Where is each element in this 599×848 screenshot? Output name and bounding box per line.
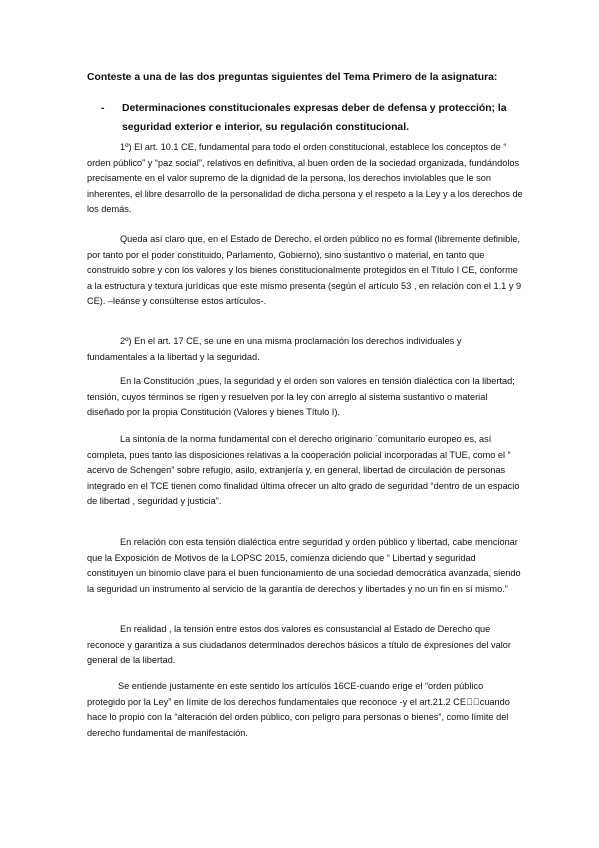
paragraph-2: Queda así claro que, en el Estado de Derecho, el orden público no es formal (libremente definible, por tanto por el poder constituido, Parlamento, Gobierno), sino sustantivo o material, en tanto que construido sobre y con los valores y los bienes constitucionalmente protegidos en el Título I CE, conforme a la estructura y textura jurídicas que este mismo presenta (según el artículo 53 , en relación con el 1.1 y 9 CE). –leánse y consúltense estos artículos-. — [87, 234, 522, 306]
paragraph-6: En relación con esta tensión dialéctica entre seguridad y orden público y libertad, cabe mencionar que la Exposición de Motivos de la LOPSC 2015, comienza diciendo que “ Libertad y seguridad constituyen un binomio clave para el buen funcionamiento de una sociedad democrática avanzada, siendo la seguridad un instrumento al servicio de la garantía de derechos y libertades y no un fin en sí mismo.” — [87, 537, 521, 594]
paragraph-3: 2º) En el art. 17 CE, se une en una misma proclamación los derechos individuales y fundamentales a la libertad y la seguridad. — [87, 336, 462, 362]
paragraph-8: Se entiende justamente en este sentido los artículos 16CE-cuando erige el “orden público protegido por la Ley” en límite de los derechos fundamentales que reconoce -y el art.21.2 CE  cuando hace lo propio con la “alteración del orden público, con peligro para personas o bienes”, como límite del derecho fundamental de manifestación. — [87, 681, 510, 738]
document-heading: Conteste a una de las dos preguntas siguientes del Tema Primero de la asignatura: — [87, 72, 498, 83]
topic-title: Determinaciones constitucionales expresas deber de defensa y protección; la seguridad exterior e interior, su regulación constitucional. — [122, 103, 507, 133]
bullet-marker: - — [101, 103, 105, 114]
paragraph-1: 1º) El art. 10.1 CE, fundamental para todo el orden constitucional, establece los conceptos de “ orden público” y “paz social”, relativos en definitiva, al buen orden de la sociedad organizada, fundándolos precisamente en el valor supremo de la dignidad de la persona, los derechos inviolables que le son inherentes, el libre desarrollo de la personalidad de dicha persona y el respeto a la Ley y a los derechos de los demás. — [87, 142, 523, 214]
paragraph-5: La sintonía de la norma fundamental con el derecho originario `comunitario europeo es, así completa, pues tanto las disposiciones relativas a la cooperación policial incorporadas al TUE, como el “ acervo de Schengen” sobre refugio, asilo, extranjería y, en general, libertad de circulación de personas integrado en el TCE tienen como finalidad última ofrecer un alto grado de seguridad “dentro de un espacio de libertad , seguridad y justicia”. — [87, 434, 520, 506]
paragraph-7: En realidad , la tensión entre estos dos valores es consustancial al Estado de Derecho que reconoce y garantiza a sus ciudadanos determinados derechos básicos a título de expresiones del valor general de la libertad. — [87, 624, 511, 665]
paragraph-4: En la Constitución ,pues, la seguridad y el orden son valores en tensión dialéctica con la libertad; tensión, cuyos términos se rigen y resuelven por la ley con arreglo al sistema sustantivo o material diseñado por la propia Constitución (Valores y bienes Título I). — [87, 376, 515, 417]
